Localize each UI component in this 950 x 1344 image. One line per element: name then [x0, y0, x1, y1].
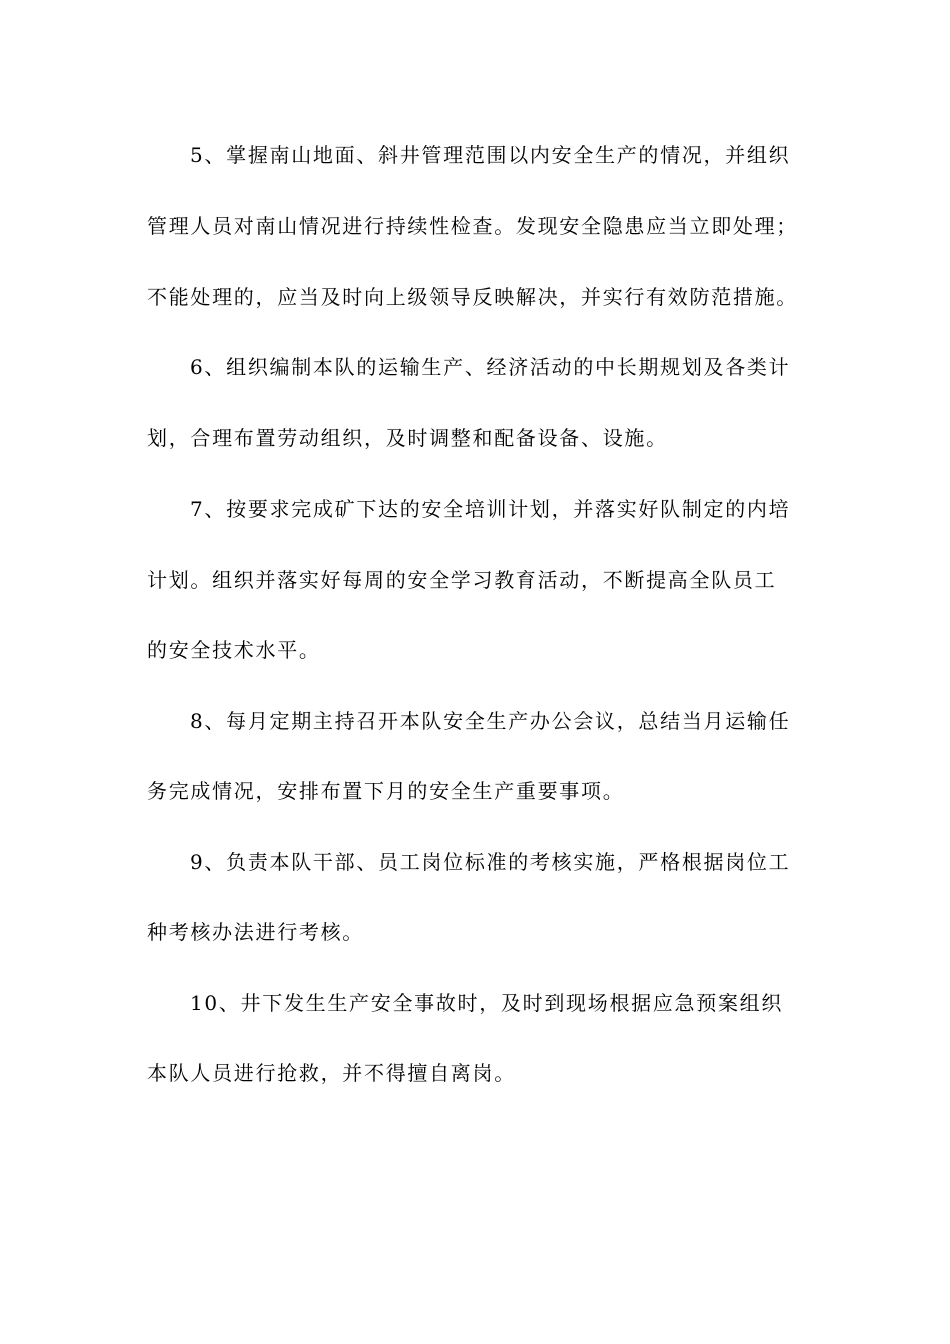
paragraph-10-line-2: 本队人员进行抢救，并不得擅自离岗。 [147, 1061, 516, 1085]
paragraph-5-line-2: 管理人员对南山情况进行持续性检查。发现安全隐患应当立即处理； [147, 214, 798, 238]
paragraph-7-line-1: 7、按要求完成矿下达的安全培训计划，并落实好队制定的内培 [190, 497, 791, 521]
paragraph-9-line-1: 9、负责本队干部、员工岗位标准的考核实施，严格根据岗位工 [190, 850, 791, 874]
paragraph-10-line-1: 10、井下发生生产安全事故时，及时到现场根据应急预案组织 [190, 991, 784, 1015]
paragraph-7-line-3: 的安全技术水平。 [147, 638, 321, 662]
paragraph-6-line-1: 6、组织编制本队的运输生产、经济活动的中长期规划及各类计 [190, 355, 791, 379]
paragraph-9-line-2: 种考核办法进行考核。 [147, 920, 364, 944]
paragraph-8-line-1: 8、每月定期主持召开本队安全生产办公会议，总结当月运输任 [190, 709, 791, 733]
paragraph-5-line-1: 5、掌握南山地面、斜井管理范围以内安全生产的情况，并组织 [190, 143, 791, 167]
paragraph-5-line-3: 不能处理的，应当及时向上级领导反映解决，并实行有效防范措施。 [147, 285, 798, 309]
paragraph-6-line-2: 划，合理布置劳动组织，及时调整和配备设备、设施。 [147, 426, 668, 450]
paragraph-7-line-2: 计划。组织并落实好每周的安全学习教育活动，不断提高全队员工 [147, 568, 777, 592]
paragraph-8-line-2: 务完成情况，安排布置下月的安全生产重要事项。 [147, 779, 625, 803]
